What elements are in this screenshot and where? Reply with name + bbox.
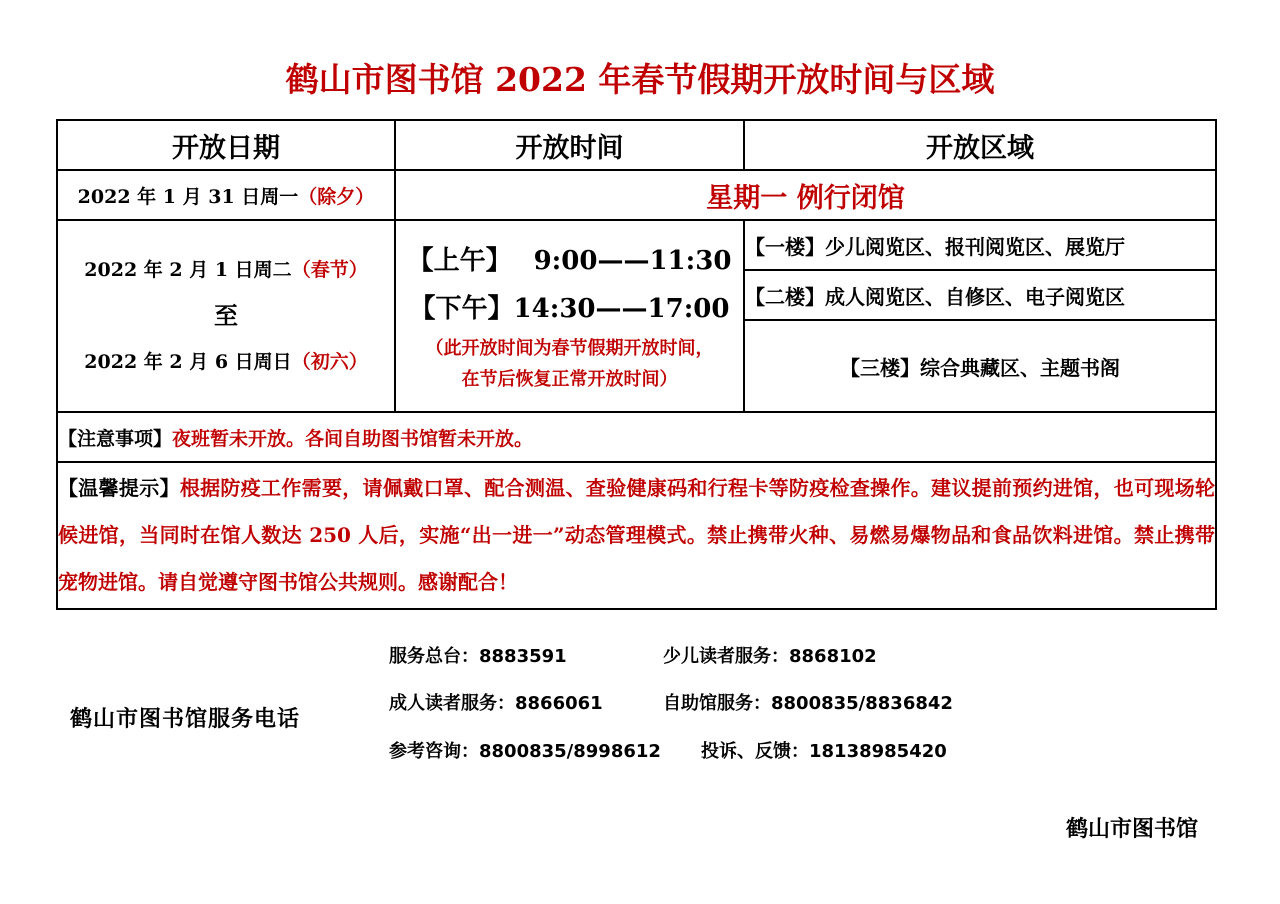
tips-row	[57, 462, 1216, 609]
schedule-table	[56, 119, 1217, 610]
service-item: 少儿读者服务：8868102	[663, 646, 877, 667]
area-floor-3: 【三楼】综合典藏区、主题书阁	[744, 320, 1216, 412]
service-item: 参考咨询：8800835/8998612	[389, 741, 661, 762]
date-start: 2022 年 2 月 1 日周二（春节）	[84, 259, 368, 281]
notice-text: 夜班暂未开放。各间自助图书馆暂未开放。	[172, 427, 534, 450]
area-floor-2: 【二楼】成人阅览区、自修区、电子阅览区	[744, 270, 1216, 320]
header-time: 开放时间	[395, 120, 744, 170]
am-hours: 【上午】 9:00——11:30	[407, 246, 732, 276]
page-title: 鹤山市图书馆 2022 年春节假期开放时间与区域	[285, 60, 995, 99]
service-item: 投诉、反馈：18138985420	[701, 741, 947, 762]
header-date: 开放日期	[57, 120, 395, 170]
tips-label: 【温馨提示】	[58, 476, 180, 500]
header-row	[57, 120, 1216, 170]
closed-status: 星期一 例行闭馆	[395, 170, 1216, 220]
time-note-2: 在节后恢复正常开放时间）	[461, 369, 678, 390]
pm-hours: 【下午】14:30——17:00	[409, 294, 730, 324]
date-cell	[57, 170, 395, 220]
service-item: 成人读者服务：8866061	[389, 693, 603, 714]
notice-label: 【注意事项】	[58, 427, 173, 450]
holiday-time-cell	[395, 220, 744, 412]
holiday-date-cell	[57, 220, 395, 412]
date-note: （除夕）	[298, 185, 375, 208]
date-end: 2022 年 2 月 6 日周日（初六）	[84, 351, 368, 373]
notice-row	[57, 412, 1216, 462]
signature: 鹤山市图书馆	[1066, 816, 1199, 842]
time-note-1: （此开放时间为春节假期开放时间，	[425, 338, 714, 359]
service-phone-title: 鹤山市图书馆服务电话	[70, 707, 301, 732]
header-area: 开放区域	[744, 120, 1216, 170]
notice-cell	[57, 412, 1216, 462]
date-text: 2022 年 1 月 31 日周一	[77, 185, 299, 208]
service-item: 自助馆服务：8800835/8836842	[663, 693, 953, 714]
row-holiday-1	[57, 220, 1216, 270]
tips-text: 根据防疫工作需要，请佩戴口罩、配合测温、查验健康码和行程卡等防疫检查操作。建议提前预约进馆，也可现场轮候进馆，当同时在馆人数达 250 人后，实施“出一进一”动态管理模式。禁止携带火种、易燃易爆物品和食品饮料进馆。禁止携带宠物进馆。请自觉遵守图书馆公共规则。感谢配合！	[58, 476, 1216, 594]
area-floor-1: 【一楼】少儿阅览区、报刊阅览区、展览厅	[744, 220, 1216, 270]
service-item: 服务总台：8883591	[389, 646, 567, 667]
tips-cell	[57, 462, 1216, 609]
date-to: 至	[214, 301, 238, 330]
row-new-years-eve	[57, 170, 1216, 220]
